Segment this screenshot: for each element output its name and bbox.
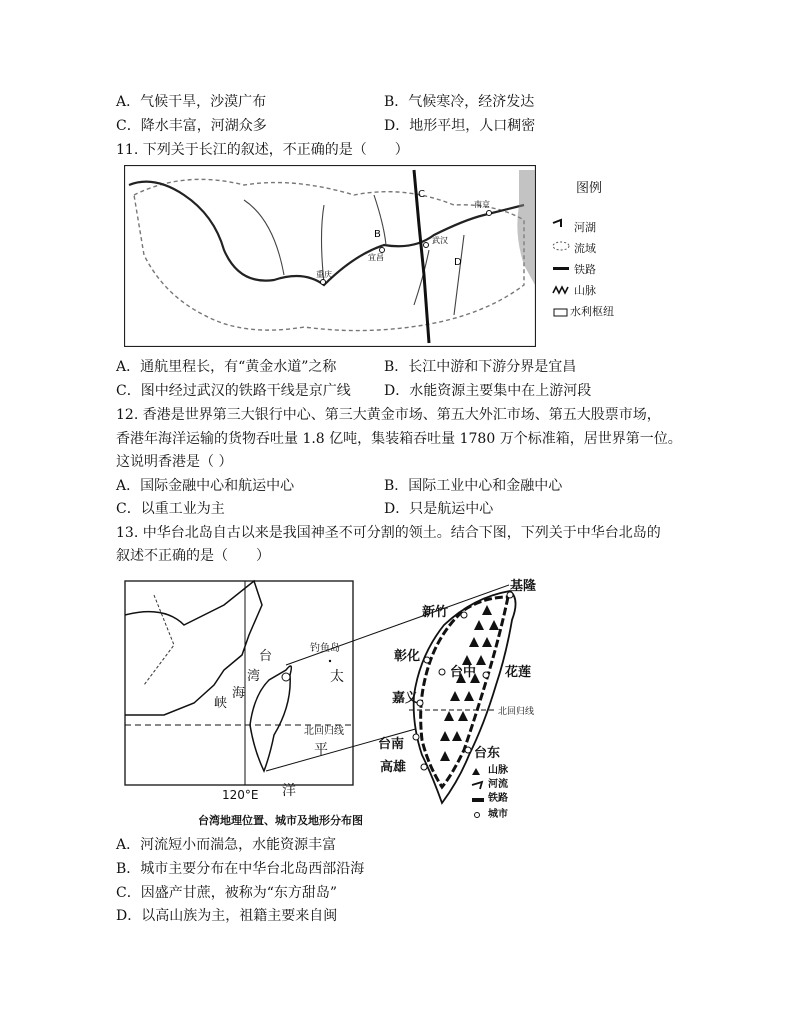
label-strait-1: 台: [259, 649, 273, 664]
q11-legend-item-5: 水利枢纽: [570, 305, 614, 318]
city-wuhan: [424, 243, 429, 248]
map-label-c: C: [418, 189, 425, 200]
map-label-b: B: [374, 229, 381, 240]
q13-stem-line2: 叙述不正确的是（ ）: [116, 548, 270, 564]
label-changhua: 彰化: [394, 649, 421, 664]
label-strait-3: 海: [232, 686, 246, 701]
label-kaohsiung: 高雄: [380, 760, 407, 775]
map-label-nanjing: 南京: [474, 200, 490, 209]
label-diaoyu: 钓鱼岛: [310, 643, 340, 654]
q13-legend-item-4: 城市: [488, 809, 508, 820]
taiwan-map-caption: 台湾地理位置、城市及地形分布图: [198, 814, 363, 827]
legend-mountain-symbol: [553, 287, 568, 293]
city-taichung: [439, 669, 445, 675]
q13-option-b: B．城市主要分布在中华台北岛西部沿海: [116, 861, 365, 877]
q12-option-d: D．只是航运中心: [384, 501, 494, 517]
q13-option-c: C．因盛产甘蔗，被称为“东方甜岛”: [116, 885, 338, 901]
city-hsinchu: [461, 612, 467, 618]
q12-stem-line2: 香港年海洋运输的货物吞吐量 1.8 亿吨，集装箱吞吐量 1780 万个标准箱，居世界第一位。: [116, 431, 682, 447]
q11-legend-item-2: 流域: [574, 242, 596, 255]
q10-option-d: D．地形平坦，人口稠密: [384, 118, 536, 134]
legend-basin-symbol: [553, 242, 569, 250]
label-hsinchu: 新竹: [422, 605, 449, 620]
q13-option-d: D．以高山族为主，祖籍主要来自闽: [116, 908, 338, 924]
q10-option-a: A．气候干旱，沙漠广布: [116, 94, 267, 110]
q11-option-a: A．通航里程长，有“黄金水道”之称: [116, 359, 337, 375]
q13-legend-item-2: 河流: [488, 779, 508, 790]
diaoyu-dot: [329, 660, 331, 662]
q12-option-a: A．国际金融中心和航运中心: [116, 478, 295, 494]
q13-legend-symbols: [470, 765, 488, 823]
q11-legend-item-3: 铁路: [574, 263, 596, 276]
legend-railway-symbol: [472, 798, 484, 802]
label-tropic-left: 北回归线: [304, 726, 344, 737]
city-yichang: [380, 248, 385, 253]
map-label-chongqing: 重庆: [316, 270, 332, 279]
q12-stem-line3: 这说明香港是（ ）: [116, 454, 233, 470]
legend-dam-symbol: [554, 309, 567, 316]
q11-legend-symbols: [551, 215, 571, 325]
legend-city-symbol: [475, 813, 480, 818]
legend-river-symbol: [472, 782, 482, 789]
label-pacific-2: 平: [314, 742, 328, 758]
q11-legend-item-1: 河湖: [574, 221, 596, 234]
legend-mountain-symbol: [472, 768, 480, 775]
label-chiayi: 嘉义: [392, 691, 419, 706]
label-hualien: 花莲: [505, 665, 532, 680]
q13-legend-item-3: 铁路: [488, 793, 508, 804]
label-meridian-120e: 120°E: [222, 788, 259, 802]
label-tainan: 台南: [378, 737, 405, 752]
city-nanjing: [487, 211, 492, 216]
q11-option-c: C．图中经过武汉的铁路干线是京广线: [116, 383, 351, 399]
q13-option-a: A．河流短小而湍急，水能资源丰富: [116, 837, 337, 853]
legend-river-symbol: [553, 220, 561, 227]
label-strait-4: 峡: [214, 696, 228, 711]
q11-legend-title: 图例: [576, 181, 603, 196]
yangtze-map: [124, 165, 536, 347]
city-tainan: [413, 734, 419, 740]
label-taitung: 台东: [474, 746, 501, 761]
q12-stem-line1: 12. 香港是世界第三大银行中心、第三大黄金市场、第五大外汇市场、第五大股票市场，: [116, 407, 661, 423]
city-kaohsiung: [421, 764, 427, 770]
city-taitung: [465, 747, 471, 753]
q10-option-c: C．降水丰富，河湖众多: [116, 118, 267, 134]
label-pacific-1: 太: [330, 669, 344, 685]
q10-option-b: B．气候寒冷，经济发达: [384, 94, 535, 110]
map-label-wuhan: 武汉: [432, 236, 448, 245]
label-strait-2: 湾: [247, 669, 261, 684]
taiwan-small-city: [282, 673, 290, 681]
q11-option-b: B．长江中游和下游分界是宜昌: [384, 359, 577, 375]
q12-option-c: C．以重工业为主: [116, 501, 225, 517]
label-taichung: 台中: [450, 665, 477, 680]
q13-legend-item-1: 山脉: [488, 765, 508, 776]
legend-railway-symbol: [553, 267, 569, 270]
q11-legend-item-4: 山脉: [574, 284, 596, 297]
map-label-d: D: [454, 257, 462, 268]
label-pacific-3: 洋: [282, 783, 296, 799]
city-changhua: [424, 657, 430, 663]
q11-option-d: D．水能资源主要集中在上游河段: [384, 383, 592, 399]
map-label-yichang: 宜昌: [368, 253, 384, 262]
city-hualien: [483, 672, 489, 678]
q11-stem: 11. 下列关于长江的叙述，不正确的是（ ）: [116, 142, 409, 158]
label-tropic-right: 北回归线: [498, 707, 535, 717]
city-chongqing: [321, 280, 326, 285]
q13-stem-line1: 13. 中华台北岛自古以来是我国神圣不可分割的领土。结合下图，下列关于中华台北岛的: [116, 525, 661, 541]
q12-option-b: B．国际工业中心和金融中心: [384, 478, 563, 494]
label-keelung: 基隆: [510, 579, 537, 594]
